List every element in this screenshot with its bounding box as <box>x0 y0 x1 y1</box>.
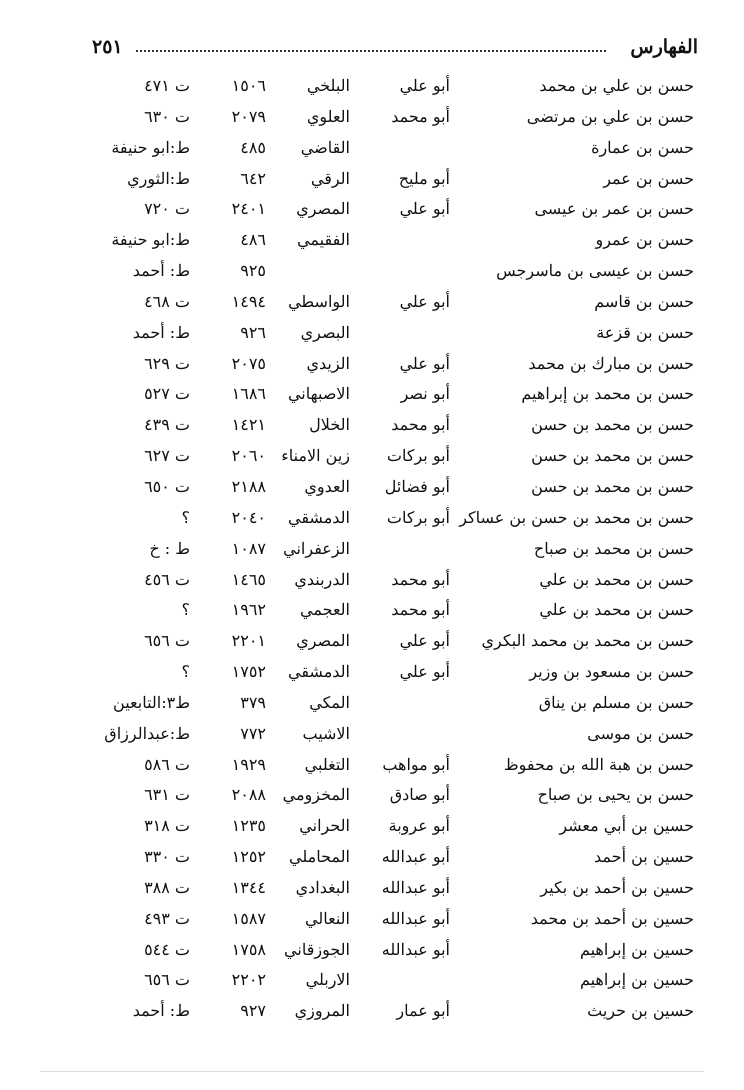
narrator-kunya: أبو محمد <box>391 106 450 126</box>
narrator-kunya: أبو علي <box>399 291 450 311</box>
narrator-name: حسن بن عمارة <box>591 137 694 157</box>
narrator-nisba: المحاملي <box>289 847 350 867</box>
narrator-name: حسن بن عمر <box>603 168 694 188</box>
page-number: ٢٥١ <box>92 36 123 58</box>
entry-note: ط: أحمد <box>132 322 190 342</box>
narrator-nisba: المخزومي <box>282 785 350 805</box>
narrator-kunya: أبو محمد <box>391 569 450 589</box>
narrator-name: حسين بن أحمد <box>594 847 694 867</box>
entry-note: ت ٥٢٧ <box>144 384 190 404</box>
entry-number: ٢٠٤٠ <box>231 507 266 527</box>
entry-note: ط: أحمد <box>132 1001 190 1021</box>
narrator-kunya: أبو صادق <box>389 785 450 805</box>
table-row <box>0 627 744 658</box>
entry-note: ط: أحمد <box>132 261 190 281</box>
narrator-name: حسين بن أحمد بن محمد <box>530 908 694 928</box>
entry-number: ٢١٨٨ <box>231 476 266 496</box>
narrator-nisba: الواسطي <box>288 291 350 311</box>
entry-note: ت ٦٣٠ <box>144 106 190 126</box>
narrator-nisba: الفقيمي <box>297 230 350 250</box>
narrator-kunya: أبو بركات <box>386 507 450 527</box>
narrator-nisba: العلوي <box>306 106 350 126</box>
table-row <box>0 226 744 257</box>
entry-number: ٤٨٦ <box>240 230 266 250</box>
narrator-name: حسن بن محمد بن إبراهيم <box>521 384 694 404</box>
narrator-name: حسن بن محمد بن علي <box>539 600 694 620</box>
narrator-name: حسن بن محمد بن علي <box>539 569 694 589</box>
entry-note: ط:ابو حنيفة <box>111 230 190 250</box>
table-row <box>0 689 744 720</box>
entry-note: ت ٤٧١ <box>144 76 190 95</box>
narrator-name: حسن بن محمد بن محمد البكري <box>481 631 694 651</box>
narrator-kunya: أبو بركات <box>386 446 450 466</box>
narrator-nisba: الجوزقاني <box>284 939 350 959</box>
narrator-name: حسن بن علي بن محمد <box>539 76 694 95</box>
narrator-nisba: المصري <box>296 199 350 219</box>
entry-note: ت ٤٦٨ <box>144 291 190 311</box>
narrator-nisba: الاشيب <box>302 723 350 743</box>
entry-note: ت ٦٥٦ <box>144 970 190 990</box>
entry-note: ت ٦٢٩ <box>144 353 190 373</box>
entry-number: ١٤٩٤ <box>231 291 266 311</box>
entry-note: ت ٥٨٦ <box>144 754 190 774</box>
table-row <box>0 781 744 812</box>
entry-number: ٩٢٥ <box>240 261 266 281</box>
page-header <box>92 36 698 66</box>
entry-number: ١٢٥٢ <box>231 847 266 867</box>
narrator-kunya: أبو محمد <box>391 600 450 620</box>
table-row <box>0 874 744 905</box>
entry-number: ١٤٦٥ <box>231 569 266 589</box>
entry-note: ط:الثوري <box>127 168 190 188</box>
narrator-nisba: الخلال <box>309 415 350 435</box>
narrator-kunya: أبو علي <box>399 662 450 682</box>
narrator-kunya: أبو عبدالله <box>381 939 450 959</box>
narrator-kunya: أبو مليح <box>398 168 450 188</box>
narrator-kunya: أبو عبدالله <box>381 908 450 928</box>
narrator-name: حسن بن مبارك بن محمد <box>528 353 694 373</box>
entry-number: ١٣٤٤ <box>231 877 266 897</box>
table-row <box>0 596 744 627</box>
entry-number: ١٥٨٧ <box>231 908 266 928</box>
table-row <box>0 658 744 689</box>
narrator-name: حسين بن إبراهيم <box>579 939 694 959</box>
entry-number: ١٧٥٨ <box>231 939 266 959</box>
narrator-name: حسن بن قاسم <box>594 291 694 311</box>
entry-note: ت ٣١٨ <box>144 816 190 836</box>
narrator-nisba: زين الامناء <box>281 446 350 466</box>
narrator-nisba: الدربندي <box>294 569 350 589</box>
narrator-kunya: أبو عبدالله <box>381 877 450 897</box>
narrator-name: حسن بن قزعة <box>596 322 694 342</box>
narrator-name: حسن بن محمد بن حسن بن عساكر <box>459 507 694 527</box>
narrator-nisba: النعالي <box>305 908 350 928</box>
narrator-kunya: أبو عمار <box>396 1001 450 1021</box>
entry-note: ت ٦٥٠ <box>144 476 190 496</box>
narrator-nisba: المصري <box>296 631 350 651</box>
table-row <box>0 165 744 196</box>
index-table <box>0 72 744 1028</box>
narrator-name: حسن بن محمد بن صباح <box>533 538 694 558</box>
table-row <box>0 350 744 381</box>
narrator-kunya: أبو علي <box>399 199 450 219</box>
narrator-nisba: البغدادي <box>295 877 350 897</box>
narrator-nisba: البلخي <box>306 76 350 95</box>
entry-number: ٢٠٨٨ <box>231 785 266 805</box>
table-row <box>0 411 744 442</box>
entry-number: ٢٠٧٥ <box>231 353 266 373</box>
narrator-nisba: القاضي <box>300 137 350 157</box>
narrator-kunya: أبو نصر <box>400 384 450 404</box>
entry-number: ١٥٠٦ <box>231 76 266 95</box>
narrator-nisba: الاربلي <box>305 970 350 990</box>
narrator-nisba: الرقي <box>310 168 350 188</box>
narrator-nisba: الزعفراني <box>283 538 350 558</box>
table-row <box>0 535 744 566</box>
page-title: الفهارس <box>630 36 698 58</box>
table-row <box>0 812 744 843</box>
entry-note: ط:عبدالرزاق <box>104 723 190 743</box>
table-row <box>0 566 744 597</box>
narrator-name: حسن بن عيسى بن ماسرجس <box>496 261 694 281</box>
narrator-name: حسن بن علي بن مرتضى <box>526 106 694 126</box>
narrator-name: حسن بن محمد بن حسن <box>531 415 694 435</box>
narrator-name: حسن بن مسلم بن يناق <box>538 692 694 712</box>
entry-note: ت ٧٢٠ <box>144 199 190 219</box>
entry-note: ت ٣٨٨ <box>144 877 190 897</box>
entry-number: ٢٠٧٩ <box>231 106 266 126</box>
table-row <box>0 751 744 782</box>
table-row <box>0 997 744 1028</box>
table-row <box>0 442 744 473</box>
narrator-name: حسن بن عمر بن عيسى <box>534 199 694 219</box>
entry-number: ١٧٥٢ <box>231 662 266 682</box>
narrator-kunya: أبو عبدالله <box>381 847 450 867</box>
narrator-nisba: المكي <box>309 692 350 712</box>
entry-number: ٦٤٢ <box>240 168 266 188</box>
entry-number: ٢٠٦٠ <box>231 446 266 466</box>
entry-number: ٧٧٢ <box>240 723 266 743</box>
entry-number: ١٩٢٩ <box>231 754 266 774</box>
entry-number: ٣٧٩ <box>240 692 266 712</box>
entry-note: ط : خ <box>149 538 190 558</box>
narrator-nisba: الدمشقي <box>288 507 350 527</box>
page-bottom-edge <box>40 1071 704 1072</box>
narrator-kunya: أبو علي <box>399 353 450 373</box>
entry-note: ت ٦٥٦ <box>144 631 190 651</box>
narrator-nisba: التغلبي <box>304 754 350 774</box>
entry-number: ٩٢٧ <box>240 1001 266 1021</box>
entry-number: ١٦٨٦ <box>231 384 266 404</box>
entry-note: ط٣:التابعين <box>113 692 190 712</box>
narrator-nisba: الدمشقي <box>288 662 350 682</box>
narrator-nisba: الزيدي <box>306 353 350 373</box>
table-row <box>0 966 744 997</box>
narrator-name: حسين بن إبراهيم <box>579 970 694 990</box>
table-row <box>0 473 744 504</box>
table-row <box>0 720 744 751</box>
table-row <box>0 257 744 288</box>
narrator-kunya: أبو فضائل <box>384 476 450 496</box>
narrator-name: حسين بن أحمد بن بكير <box>540 877 694 897</box>
narrator-name: حسن بن هبة الله بن محفوظ <box>503 754 694 774</box>
entry-note: ت ٥٤٤ <box>144 939 190 959</box>
narrator-nisba: المروزي <box>294 1001 350 1021</box>
table-row <box>0 195 744 226</box>
entry-note: ؟ <box>181 507 190 527</box>
entry-number: ٩٢٦ <box>240 322 266 342</box>
entry-note: ت ٤٣٩ <box>144 415 190 435</box>
narrator-kunya: أبو علي <box>399 631 450 651</box>
entry-number: ٢٢٠٢ <box>231 970 266 990</box>
narrator-nisba: الاصبهاني <box>287 384 350 404</box>
entry-number: ١٩٦٢ <box>231 600 266 620</box>
narrator-nisba: الحراني <box>299 816 350 836</box>
narrator-kunya: أبو مواهب <box>382 754 450 774</box>
narrator-name: حسين بن أبي معشر <box>559 816 694 836</box>
narrator-kunya: أبو محمد <box>391 415 450 435</box>
entry-note: ؟ <box>181 600 190 620</box>
table-row <box>0 319 744 350</box>
entry-number: ١٤٢١ <box>231 415 266 435</box>
narrator-name: حسن بن موسى <box>587 723 694 743</box>
table-row <box>0 504 744 535</box>
entry-number: ٢٢٠١ <box>231 631 266 651</box>
table-row <box>0 905 744 936</box>
header-dotted-leader <box>136 50 606 52</box>
entry-note: ؟ <box>181 662 190 682</box>
table-row <box>0 72 744 103</box>
table-row <box>0 288 744 319</box>
entry-number: ١٢٣٥ <box>231 816 266 836</box>
narrator-name: حسن بن محمد بن حسن <box>531 476 694 496</box>
narrator-nisba: العدوي <box>304 476 350 496</box>
narrator-kunya: أبو علي <box>399 76 450 95</box>
entry-note: ت ٦٢٧ <box>144 446 190 466</box>
narrator-nisba: العجمي <box>300 600 350 620</box>
entry-note: ت ٤٩٣ <box>144 908 190 928</box>
entry-note: ت ٣٣٠ <box>144 847 190 867</box>
entry-number: ٤٨٥ <box>240 137 266 157</box>
table-row <box>0 103 744 134</box>
entry-note: ط:ابو حنيفة <box>111 137 190 157</box>
narrator-kunya: أبو عروبة <box>388 816 450 836</box>
table-row <box>0 936 744 967</box>
entry-number: ٢٤٠١ <box>231 199 266 219</box>
table-row <box>0 843 744 874</box>
narrator-name: حسين بن حريث <box>587 1001 694 1021</box>
narrator-name: حسن بن محمد بن حسن <box>531 446 694 466</box>
narrator-name: حسن بن عمرو <box>595 230 694 250</box>
table-row <box>0 380 744 411</box>
table-row <box>0 134 744 165</box>
narrator-name: حسن بن مسعود بن وزير <box>529 662 694 682</box>
narrator-name: حسن بن يحيى بن صباح <box>537 785 694 805</box>
entry-note: ت ٦٣١ <box>144 785 190 805</box>
entry-number: ١٠٨٧ <box>231 538 266 558</box>
entry-note: ت ٤٥٦ <box>144 569 190 589</box>
narrator-nisba: البصري <box>300 322 350 342</box>
